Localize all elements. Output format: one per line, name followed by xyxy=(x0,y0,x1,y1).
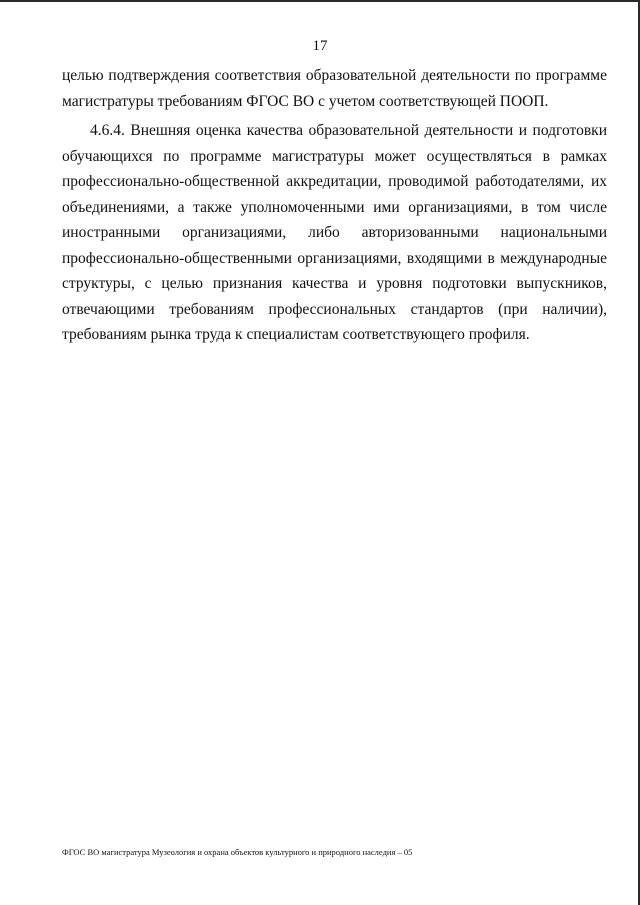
text-line: объединениями, а также уполномоченными ими организациями, в том числе xyxy=(62,198,607,216)
document-body xyxy=(62,63,607,348)
text-line: целью подтверждения соответствия образовательной деятельности по программе xyxy=(62,67,607,84)
text-line: 4.6.4. Внешняя оценка качества образовательной деятельности и подготовки xyxy=(90,122,607,139)
text-line: структуры, с целью признания качества и уровня подготовки выпускников, xyxy=(62,275,607,292)
scan-edge-top xyxy=(0,0,640,2)
text-line: магистратуры требованиям ФГОС ВО с учетом соответствующей ПООП. xyxy=(62,92,549,110)
text-line: профессионально-общественной аккредитации, проводимой работодателями, их xyxy=(62,173,607,190)
text-line: отвечающими требованиям профессиональных стандартов (при наличии), xyxy=(62,300,607,318)
text-line: требованиям рынка труда к специалистам соответствующего профиля. xyxy=(62,326,530,343)
text-line: обучающихся по программе магистратуры может осуществляться в рамках xyxy=(62,147,607,165)
document-footer: ФГОС ВО магистратура Музеология и охрана объектов культурного и природного наследия – 05 xyxy=(62,847,413,857)
text-line: иностранными организациями, либо авторизованными национальными xyxy=(62,224,607,241)
page-number: 17 xyxy=(312,38,328,54)
paragraph-1 xyxy=(62,63,607,114)
paragraph-2 xyxy=(62,118,607,348)
text-line: профессионально-общественными организациями, входящими в международные xyxy=(62,249,607,267)
